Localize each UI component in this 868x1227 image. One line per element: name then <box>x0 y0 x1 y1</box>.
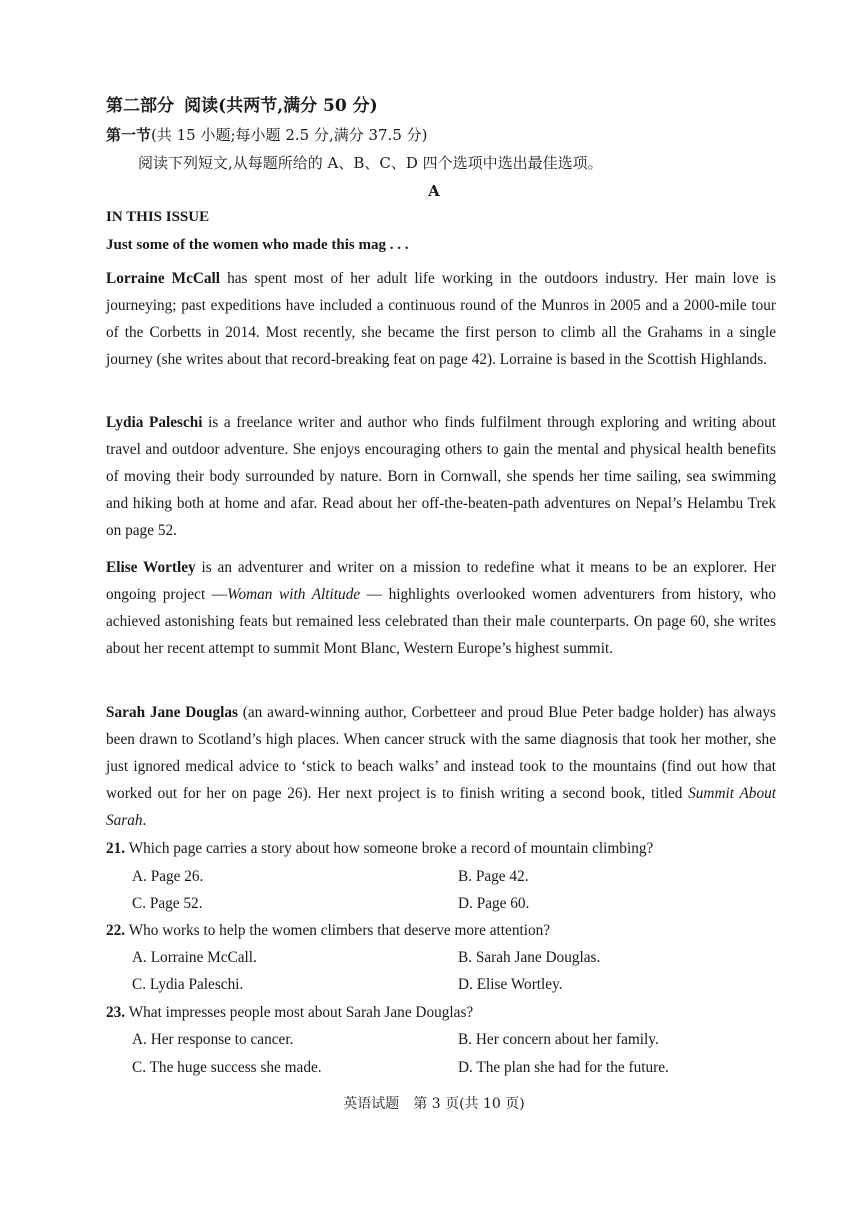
paragraph-elise <box>106 554 776 662</box>
paragraph-lorraine <box>106 265 776 373</box>
page-footer: 英语试题 第 3 页(共 10 页) <box>343 1096 525 1112</box>
option-21-b[interactable]: B. Page 42. <box>458 868 529 885</box>
book-title: Summit About Sarah <box>106 785 776 829</box>
option-21-a[interactable]: A. Page 26. <box>132 868 204 885</box>
question-22 <box>106 921 550 941</box>
option-23-b[interactable]: B. Her concern about her family. <box>458 1031 659 1048</box>
article-subheading: Just some of the women who made this mag . . . <box>106 237 409 253</box>
option-21-c[interactable]: C. Page 52. <box>132 895 203 912</box>
paragraph-text: . <box>142 812 147 829</box>
person-name: Elise Wortley <box>106 559 196 576</box>
paragraph-text: (an award-winning author, Corbetteer and proud Blue Peter badge holder) has always been drawn to Scotland’s high places. When cancer struck with the same diagnosis that took her mother, she just ignored medical advice to ‘stick to beach walks’ and instead took to the mountains (find out how that worked out for her on page 26). Her next project is to finish writing a second book, titled <box>106 704 776 802</box>
instruction: 阅读下列短文,从每题所给的 A、B、C、D 四个选项中选出最佳选项。 <box>138 154 603 172</box>
person-name: Lydia Paleschi <box>106 414 203 431</box>
section-detail: (共 15 小题;每小题 2.5 分,满分 37.5 分) <box>151 126 428 144</box>
part-heading <box>106 96 378 116</box>
question-number: 21. <box>106 840 126 857</box>
question-stem: Who works to help the women climbers that deserve more attention? <box>128 922 551 939</box>
option-21-d[interactable]: D. Page 60. <box>458 895 530 912</box>
question-stem: Which page carries a story about how someone broke a record of mountain climbing? <box>128 840 654 857</box>
paragraph-sarah <box>106 699 776 834</box>
paragraph-text: is a freelance writer and author who finds fulfilment through exploring and writing about travel and outdoor adventure. She enjoys encouraging others to gain the mental and physical health benefits of moving their body surrounded by nature. Born in Cornwall, she spends her time sailing, sea swimming and hiking both at home and afar. Read about her off-the-beaten-path adventures on Nepal’s Helambu Trek on page 52. <box>106 414 776 539</box>
question-stem: What impresses people most about Sarah Jane Douglas? <box>128 1004 474 1021</box>
question-number: 23. <box>106 1004 126 1021</box>
option-23-d[interactable]: D. The plan she had for the future. <box>458 1059 669 1076</box>
article-heading: IN THIS ISSUE <box>106 209 210 225</box>
option-22-d[interactable]: D. Elise Wortley. <box>458 976 563 993</box>
question-23 <box>106 1003 473 1023</box>
paragraph-lydia <box>106 409 776 544</box>
section-title: 第一节 <box>106 126 152 144</box>
passage-label: A <box>428 182 440 200</box>
paragraph-text: has spent most of her adult life working in the outdoors industry. Her main love is journeying; past expeditions have included a continuous round of the Munros in 2005 and a 2000-mile tour of the Corbetts in 2014. Most recently, she became the first person to climb all the Grahams in a single journey (she writes about that record-breaking feat on page 42). Lorraine is based in the Scottish Highlands. <box>106 270 777 368</box>
person-name: Lorraine McCall <box>106 270 221 287</box>
part-title: 第二部分 <box>106 96 174 116</box>
paragraph-text: — highlights overlooked women adventurers from history, who achieved astonishing feats but remained less celebrated than their male counterparts. On page 60, she writes about her recent attempt to summit Mont Blanc, Western Europe’s highest summit. <box>106 586 777 657</box>
project-title: Woman with Altitude <box>227 586 361 603</box>
person-name: Sarah Jane Douglas <box>106 704 238 721</box>
question-21 <box>106 839 653 859</box>
option-22-a[interactable]: A. Lorraine McCall. <box>132 949 257 966</box>
part-subtitle: 阅读(共两节,满分 50 分) <box>184 96 378 116</box>
question-number: 22. <box>106 922 126 939</box>
option-22-c[interactable]: C. Lydia Paleschi. <box>132 976 244 993</box>
paragraph-text: is an adventurer and writer on a mission to redefine what it means to be an explorer. Her ongoing project — <box>106 559 777 603</box>
option-23-a[interactable]: A. Her response to cancer. <box>132 1031 294 1048</box>
option-22-b[interactable]: B. Sarah Jane Douglas. <box>458 949 601 966</box>
section-heading <box>106 125 428 145</box>
option-23-c[interactable]: C. The huge success she made. <box>132 1059 322 1076</box>
